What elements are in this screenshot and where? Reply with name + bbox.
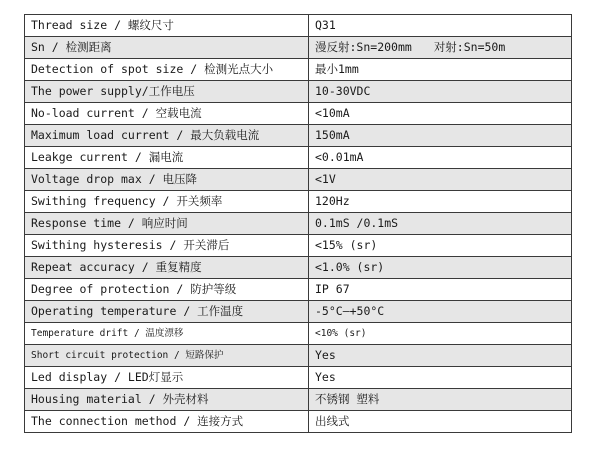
param-cell: The connection method / 连接方式	[25, 411, 309, 433]
spec-table-body	[25, 15, 572, 433]
table-row	[25, 301, 572, 323]
value-cell: <10% (sr)	[309, 323, 572, 345]
param-cell: Temperature drift / 温度漂移	[25, 323, 309, 345]
param-cell: Response time / 响应时间	[25, 213, 309, 235]
table-row	[25, 103, 572, 125]
value-cell: -5°C—+50°C	[309, 301, 572, 323]
param-cell: Operating temperature / 工作温度	[25, 301, 309, 323]
value-cell: Q31	[309, 15, 572, 37]
value-cell: Yes	[309, 345, 572, 367]
table-row	[25, 37, 572, 59]
value-cell: <10mA	[309, 103, 572, 125]
value-cell: 不锈钢 塑料	[309, 389, 572, 411]
param-cell: Voltage drop max / 电压降	[25, 169, 309, 191]
table-row	[25, 257, 572, 279]
value-cell: <15% (sr)	[309, 235, 572, 257]
table-row	[25, 15, 572, 37]
table-row	[25, 411, 572, 433]
param-cell: Maximum load current / 最大负载电流	[25, 125, 309, 147]
table-row	[25, 323, 572, 345]
param-cell: Housing material / 外壳材料	[25, 389, 309, 411]
table-row	[25, 279, 572, 301]
table-row	[25, 345, 572, 367]
value-cell: 最小1mm	[309, 59, 572, 81]
param-cell: Swithing frequency / 开关频率	[25, 191, 309, 213]
param-cell: Leakge current / 漏电流	[25, 147, 309, 169]
param-cell: The power supply/工作电压	[25, 81, 309, 103]
value-cell: <0.01mA	[309, 147, 572, 169]
value-cell: <1.0% (sr)	[309, 257, 572, 279]
value-cell: 120Hz	[309, 191, 572, 213]
value-cell: 0.1mS /0.1mS	[309, 213, 572, 235]
param-cell: Led display / LED灯显示	[25, 367, 309, 389]
value-cell: 150mA	[309, 125, 572, 147]
table-row	[25, 235, 572, 257]
value-cell: 出线式	[309, 411, 572, 433]
table-row	[25, 169, 572, 191]
param-cell: Repeat accuracy / 重复精度	[25, 257, 309, 279]
value-cell: IP 67	[309, 279, 572, 301]
value-diffuse: 漫反射:Sn=200mm	[315, 40, 412, 54]
table-row	[25, 147, 572, 169]
value-cell: <1V	[309, 169, 572, 191]
param-cell: Thread size / 螺纹尺寸	[25, 15, 309, 37]
param-cell: No-load current / 空载电流	[25, 103, 309, 125]
param-cell: Degree of protection / 防护等级	[25, 279, 309, 301]
param-cell: Detection of spot size / 检测光点大小	[25, 59, 309, 81]
table-row	[25, 389, 572, 411]
table-row	[25, 191, 572, 213]
param-cell: Swithing hysteresis / 开关滞后	[25, 235, 309, 257]
spec-table	[24, 14, 572, 433]
param-cell: Short circuit protection / 短路保护	[25, 345, 309, 367]
value-cell	[309, 37, 572, 59]
table-row	[25, 59, 572, 81]
table-row	[25, 213, 572, 235]
table-row	[25, 367, 572, 389]
param-cell: Sn / 检测距离	[25, 37, 309, 59]
value-cell: Yes	[309, 367, 572, 389]
value-cell: 10-30VDC	[309, 81, 572, 103]
table-row	[25, 125, 572, 147]
value-through-beam: 对射:Sn=50m	[433, 40, 506, 54]
table-row	[25, 81, 572, 103]
